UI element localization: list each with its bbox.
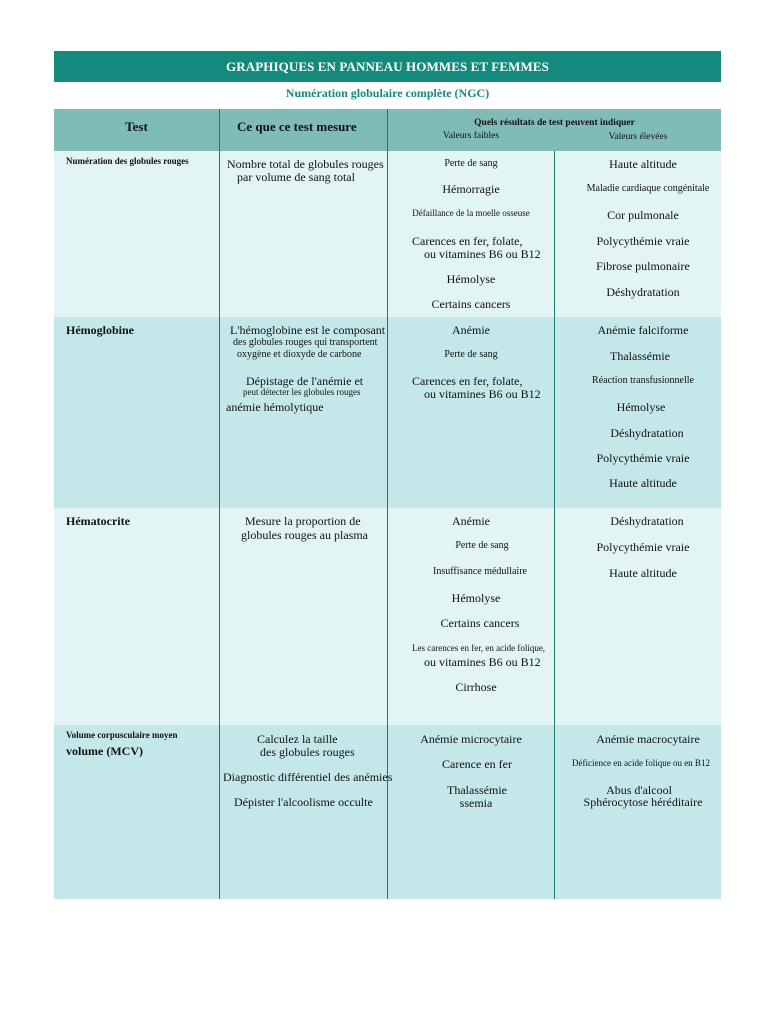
low-value-item: ou vitamines B6 ou B12	[424, 247, 541, 261]
test-name: Volume corpusculaire moyen	[66, 730, 178, 740]
low-value-item: Les carences en fer, en acide folique,	[412, 643, 546, 653]
test-name: volume (MCV)	[66, 744, 143, 758]
measure-text: Dépistage de l'anémie et	[246, 374, 364, 388]
page-banner	[54, 51, 721, 82]
low-value-item: Hémolyse	[451, 591, 501, 605]
low-value-item: Carences en fer, folate,	[412, 234, 523, 248]
high-value-item: Polycythémie vraie	[596, 451, 690, 465]
high-value-item: Maladie cardiaque congénitale	[586, 183, 710, 194]
banner-title: GRAPHIQUES EN PANNEAU HOMMES ET FEMMES	[226, 58, 549, 74]
low-value-item: Anémie	[452, 514, 490, 528]
high-value-item: Polycythémie vraie	[596, 540, 690, 554]
low-value-item: ou vitamines B6 ou B12	[424, 655, 541, 669]
low-value-item: Thalassémie	[447, 783, 507, 797]
high-value-item: Thalassémie	[610, 349, 670, 363]
low-value-item: Certains cancers	[431, 297, 511, 311]
high-value-item: Abus d'alcool	[606, 783, 672, 797]
low-value-item: Carence en fer	[442, 757, 512, 771]
header-results: Quels résultats de test peuvent indiquer	[474, 118, 635, 128]
table-subtitle: Numération globulaire complète (NGC)	[285, 86, 490, 100]
high-value-item: Haute altitude	[609, 157, 677, 171]
high-value-item: Hémolyse	[616, 400, 666, 414]
measure-text: Calculez la taille	[257, 732, 338, 746]
measure-text: anémie hémolytique	[226, 400, 324, 414]
high-value-item: Haute altitude	[609, 476, 677, 490]
measure-text: par volume de sang total	[237, 170, 355, 184]
header-low-values: Valeurs faibles	[442, 131, 500, 141]
high-value-item: Fibrose pulmonaire	[596, 259, 690, 273]
measure-text: Mesure la proportion de	[245, 514, 361, 528]
high-value-item: Déshydratation	[610, 514, 684, 528]
measure-text: L'hémoglobine est le composant	[230, 323, 386, 337]
low-value-item: Insuffisance médullaire	[433, 566, 527, 577]
low-value-item: Cirrhose	[455, 680, 497, 694]
low-value-item: Hémolyse	[446, 272, 496, 286]
low-value-item: Certains cancers	[440, 616, 520, 630]
low-value-item: Perte de sang	[444, 349, 498, 360]
measure-text: globules rouges au plasma	[241, 528, 368, 542]
low-value-item: Défaillance de la moelle osseuse	[412, 208, 530, 218]
high-value-item: Déshydratation	[606, 285, 680, 299]
measure-text: oxygène et dioxyde de carbone	[237, 349, 362, 360]
low-value-item: Carences en fer, folate,	[412, 374, 523, 388]
low-value-item: Anémie microcytaire	[420, 732, 522, 746]
high-value-item: Anémie macrocytaire	[596, 732, 700, 746]
test-name: Numération des globules rouges	[66, 156, 189, 166]
low-value-item: ou vitamines B6 ou B12	[424, 387, 541, 401]
measure-text: peut détecter les globules rouges	[243, 387, 361, 397]
high-value-item: Déshydratation	[610, 426, 684, 440]
measure-text: Dépister l'alcoolisme occulte	[234, 795, 373, 809]
high-value-item: Polycythémie vraie	[596, 234, 690, 248]
cbc-table	[54, 109, 721, 899]
high-value-item: Anémie falciforme	[597, 323, 689, 337]
low-value-item: Anémie	[452, 323, 490, 337]
measure-text: Diagnostic différentiel des anémies	[223, 770, 393, 784]
high-value-item: Haute altitude	[609, 566, 677, 580]
header-test: Test	[125, 119, 148, 134]
measure-text: Nombre total de globules rouges	[227, 157, 384, 171]
low-value-item: Perte de sang	[444, 158, 498, 169]
test-name: Hémoglobine	[66, 323, 134, 337]
header-high-values: Valeurs élevées	[608, 132, 668, 142]
test-name: Hématocrite	[66, 514, 130, 528]
low-value-item: Hémorragie	[442, 182, 500, 196]
low-value-item: ssemia	[459, 796, 493, 810]
header-measures: Ce que ce test mesure	[237, 119, 357, 134]
high-value-item: Cor pulmonale	[607, 208, 679, 222]
measure-text: des globules rouges qui transportent	[233, 337, 378, 348]
column-divider	[219, 109, 220, 899]
high-value-item: Sphérocytose héréditaire	[583, 795, 703, 809]
high-value-item: Réaction transfusionnelle	[592, 375, 694, 386]
high-value-item: Déficience en acide folique ou en B12	[572, 758, 710, 768]
low-value-item: Perte de sang	[455, 540, 509, 551]
measure-text: des globules rouges	[260, 745, 355, 759]
